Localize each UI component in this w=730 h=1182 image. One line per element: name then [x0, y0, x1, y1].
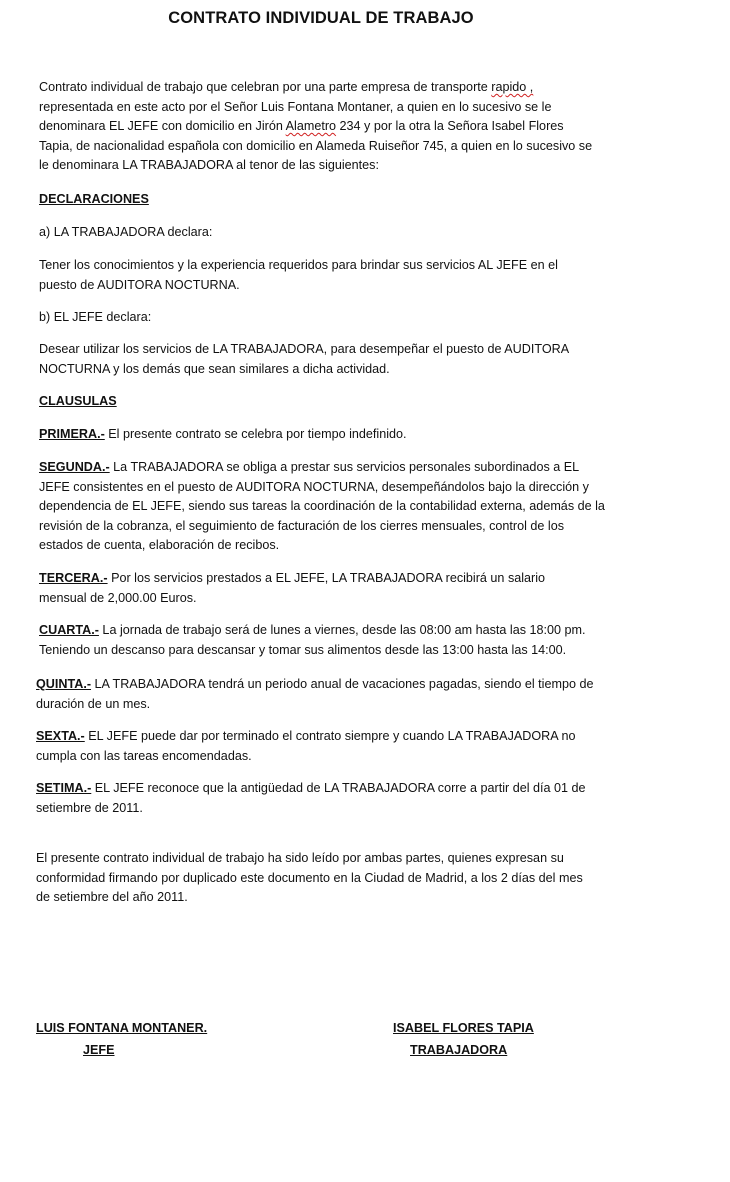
clause-text: EL JEFE puede dar por terminado el contrato siempre y cuando LA TRABAJADORA no cumpla con las tareas encomendadas.	[36, 729, 576, 763]
clause-sexta	[36, 727, 581, 766]
clause-key: SEGUNDA.-	[39, 460, 110, 474]
clause-key: TERCERA.-	[39, 571, 108, 585]
clause-key: SETIMA.-	[36, 781, 92, 795]
clause-key: PRIMERA.-	[39, 427, 105, 441]
clause-text: LA TRABAJADORA tendrá un periodo anual de vacaciones pagadas, siendo el tiempo de duración de un mes.	[36, 677, 594, 711]
clause-text: EL JEFE reconoce que la antigüedad de LA TRABAJADORA corre a partir del día 01 de setiembre de 2011.	[36, 781, 586, 815]
clause-text: Por los servicios prestados a EL JEFE, LA TRABAJADORA recibirá un salario mensual de 2,000.00 Euros.	[39, 571, 546, 605]
declaracion-b-text: Desear utilizar los servicios de LA TRABAJADORA, para desempeñar el puesto de AUDITORA NOCTURNA y los demás que sean similares a dicha actividad.	[39, 342, 569, 376]
clause-key: CUARTA.-	[39, 623, 99, 637]
signature-left-name: LUIS FONTANA MONTANER.	[36, 1021, 208, 1035]
clause-setima	[36, 779, 586, 818]
clause-segunda	[39, 458, 605, 556]
document-title: CONTRATO INDIVIDUAL DE TRABAJO	[168, 9, 474, 27]
intro-line-3-before: denominara EL JEFE con domicilio en Jirón	[39, 119, 286, 134]
declaracion-a-label: a) LA TRABAJADORA declara:	[39, 225, 213, 239]
intro-line-4: Tapia, de nacionalidad española con domicilio en Alameda Ruiseñor 745, a quien en lo sucesivo se	[39, 138, 593, 153]
intro-line-3-after: 234 y por la otra la Señora Isabel Flores	[336, 119, 564, 134]
intro-line-2: representada en este acto por el Señor Luis Fontana Montaner, a quien en lo sucesivo se le	[39, 99, 552, 114]
clause-primera	[39, 425, 599, 445]
clause-key: SEXTA.-	[36, 729, 85, 743]
clause-text: La jornada de trabajo será de lunes a viernes, desde las 08:00 am hasta las 18:00 pm. Teniendo un descanso para descansar y tomar sus alimentos desde las 13:00 hasta las 14:00.	[39, 623, 586, 657]
clausulas-heading: CLAUSULAS	[39, 394, 117, 408]
intro-line-3	[39, 117, 609, 137]
intro-alametro: Alametro	[285, 119, 337, 134]
clause-tercera	[39, 569, 584, 608]
intro-paragraph	[39, 78, 609, 176]
declaracion-a-text: Tener los conocimientos y la experiencia requeridos para brindar sus servicios AL JEFE en el puesto de AUDITORA NOCTURNA.	[39, 258, 558, 292]
intro-line-5: le denominara LA TRABAJADORA al tenor de las siguientes:	[39, 158, 379, 173]
intro-line-1	[39, 78, 609, 98]
clause-key: QUINTA.-	[36, 677, 92, 691]
closing-paragraph: El presente contrato individual de trabajo ha sido leído por ambas partes, quienes expresan su conformidad firmando por duplicado este documento en la Ciudad de Madrid, a los 2 días del mes de setiembre del año 2011.	[36, 851, 583, 905]
declaraciones-heading: DECLARACIONES	[39, 192, 149, 206]
signature-right-role: TRABAJADORA	[410, 1043, 508, 1057]
clause-cuarta	[39, 621, 599, 660]
clause-text: La TRABAJADORA se obliga a prestar sus servicios personales subordinados a EL JEFE consistentes en el puesto de AUDITORA NOCTURNA, desempeñándolos bajo la dirección y dependencia de EL JEFE, siendo sus tareas la coordinación de la contabilidad externa, además de la revisión de la cobranza, el seguimiento de facturación de los cierres mensuales, control de los estados de cuenta, elaboración de recibos.	[39, 460, 605, 553]
clause-quinta	[36, 675, 602, 714]
intro-rapido: rapido ,	[491, 80, 534, 94]
clause-text: El presente contrato se celebra por tiempo indefinido.	[104, 427, 407, 441]
declaracion-b-label: b) EL JEFE declara:	[39, 310, 152, 324]
signature-right-name: ISABEL FLORES TAPIA	[393, 1021, 534, 1035]
signature-left-role: JEFE	[83, 1043, 115, 1057]
intro-line-1-text: Contrato individual de trabajo que celebran por una parte empresa de transporte	[39, 80, 492, 94]
